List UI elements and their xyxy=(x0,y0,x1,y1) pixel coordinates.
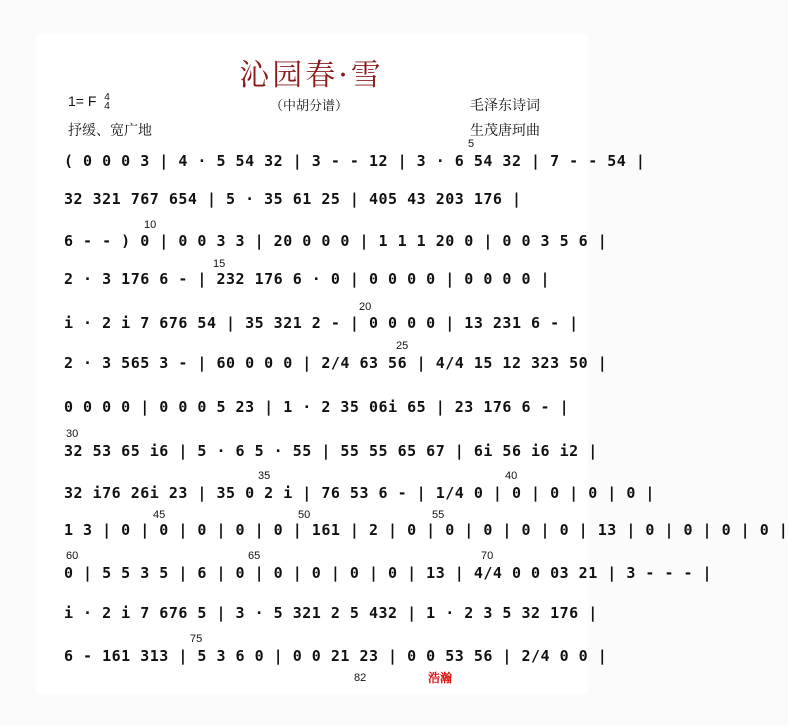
watermark-signature: 浩瀚 xyxy=(428,671,453,685)
notation-row: 32 53 65 i6 | 5 · 6 5 · 55 | 55 55 65 67 | 6i 56 i6 i2 | xyxy=(64,442,598,460)
measure-number: 60 xyxy=(66,550,79,562)
score-title: 沁园春·雪 xyxy=(239,58,384,93)
measure-number: 30 xyxy=(66,428,79,440)
notation-row: 2 · 3 565 3 - | 60 0 0 0 | 2/4 63 56 | 4/4 15 12 323 50 | xyxy=(64,354,608,372)
notation-row: 32 321 767 654 | 5 · 35 61 25 | 405 43 203 176 | xyxy=(64,190,522,208)
measure-number: 35 xyxy=(258,470,271,482)
measure-number: 75 xyxy=(190,633,203,645)
measure-number: 25 xyxy=(396,340,409,352)
measure-number: 55 xyxy=(432,509,445,521)
composer-credit: 生茂唐珂曲 xyxy=(470,122,540,138)
measure-number: 82 xyxy=(354,672,367,684)
measure-number: 65 xyxy=(248,550,261,562)
notation-row: 0 0 0 0 | 0 0 0 5 23 | 1 · 2 35 06i 65 | 23 176 6 - | xyxy=(64,398,570,416)
notation-row: 6 - - ) 0 | 0 0 3 3 | 20 0 0 0 | 1 1 1 20 0 | 0 0 3 5 6 | xyxy=(64,232,608,250)
key-label: 1= F xyxy=(68,93,97,109)
measure-number: 15 xyxy=(213,258,226,270)
notation-row: 6 - 161 313 | 5 3 6 0 | 0 0 21 23 | 0 0 53 56 | 2/4 0 0 | xyxy=(64,647,608,665)
notation-row: 0 | 5 5 3 5 | 6 | 0 | 0 | 0 | 0 | 0 | 13 | 4/4 0 0 03 21 | 3 - - - | xyxy=(64,564,713,582)
measure-number: 20 xyxy=(359,301,372,313)
notation-row: i · 2 i 7 676 54 | 35 321 2 - | 0 0 0 0 | 13 231 6 - | xyxy=(64,314,579,332)
lyricist-credit: 毛泽东诗词 xyxy=(470,97,540,113)
notation-row: 2 · 3 176 6 - | 232 176 6 · 0 | 0 0 0 0 | 0 0 0 0 | xyxy=(64,270,551,288)
key-signature xyxy=(68,93,110,111)
notation-row: i · 2 i 7 676 5 | 3 · 5 321 2 5 432 | 1 · 2 3 5 32 176 | xyxy=(64,604,598,622)
time-signature: 4 4 xyxy=(104,92,110,113)
notation-row: 1 3 | 0 | 0 | 0 | 0 | 0 | 161 | 2 | 0 | 0 | 0 | 0 | 0 | 13 | 0 | 0 | 0 | 0 | xyxy=(64,521,788,539)
tempo-marking: 抒缓、宽广地 xyxy=(68,122,152,138)
measure-number: 5 xyxy=(468,138,475,150)
measure-number: 45 xyxy=(153,509,166,521)
notation-row: 32 i76 26i 23 | 35 0 2 i | 76 53 6 - | 1/4 0 | 0 | 0 | 0 | 0 | xyxy=(64,484,655,502)
notation-row: ( 0 0 0 3 | 4 · 5 54 32 | 3 - - 12 | 3 · 6 54 32 | 7 - - 54 | xyxy=(64,152,646,170)
score-subtitle: （中胡分谱） xyxy=(270,98,349,113)
measure-number: 50 xyxy=(298,509,311,521)
measure-number: 70 xyxy=(481,550,494,562)
measure-number: 10 xyxy=(144,219,157,231)
measure-number: 40 xyxy=(505,470,518,482)
